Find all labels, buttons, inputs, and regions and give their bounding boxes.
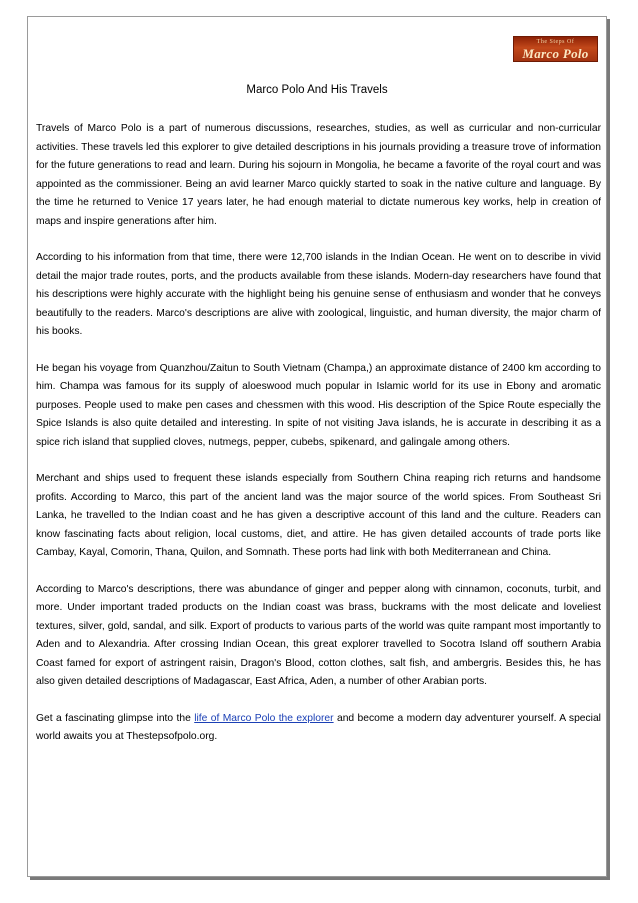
closing-text-after: and become a modern day adventurer yourself. A special world awaits you at Thestepsofpolo.org. [36, 712, 601, 742]
page-title: Marco Polo And His Travels [246, 84, 388, 96]
logo-small-text: The Steps Of [536, 39, 575, 45]
logo-main-text: Marco Polo [522, 46, 589, 61]
paragraph-2: According to his information from that time, there were 12,700 islands in the Indian Ocean. He went on to describe in vivid detail the major trade routes, ports, and the products available from these islands. Modern-day researchers have found that his descriptions were highly accurate with the highlight being his genuine sense of enthusiasm and wonder that he conveys beautifully to the readers. Marco's descriptions are alive with zoological, linguistic, and human diversity, the major charm of his books. [36, 252, 601, 337]
closing-paragraph [36, 710, 601, 747]
paragraph-4: Merchant and ships used to frequent these islands especially from Southern China reaping rich returns and handsome profits. According to Marco, this part of the ancient land was the major source of the world spices. From Southeast Sri Lanka, he travelled to the Indian coast and he has given a descriptive account of this land and the culture. Readers can know fascinating facts about religion, local customs, diet, and attire. He has given detailed accounts of trade ports like Cambay, Kayal, Comorin, Thana, Quilon, and Somnath. These ports had link with both Mediterranean and China. [36, 473, 601, 558]
marco-polo-logo [513, 36, 598, 62]
paragraph-5: According to Marco's descriptions, there was abundance of ginger and pepper along with cinnamon, coconuts, turbit, and more. Under important traded products on the Indian coast was brass, buckrams with the most delicate and loveliest textures, silver, gold, sandal, and silk. Export of products to various parts of the world was quite rampant most importantly to Aden and to Alexandria. After crossing Indian Ocean, this great explorer travelled to Socotra Island off southern Arabia Coast famed for export of astringent raisin, Dragon's Blood, cotton clothes, salt fish, and ambergris. Besides this, he has also given detailed descriptions of Madagascar, East Africa, Aden, a number of other Arabian ports. [36, 583, 601, 687]
marco-polo-life-link[interactable]: life of Marco Polo the explorer [194, 712, 334, 724]
paragraph-3: He began his voyage from Quanzhou/Zaitun to South Vietnam (Champa,) an approximate distance of 2400 km according to him. Champa was famous for its supply of aloeswood much popular in Islamic world for its use in Ebony and aromatic purposes. People used to make pen cases and chessmen with this wood. His description of the Spice Route especially the Spice Islands is also quite detailed and interesting. In spite of not visiting Java islands, he is accurate in describing it as a spice rich island that supplied cloves, nutmegs, pepper, cubebs, spikenard, and galingale among others. [36, 362, 601, 448]
closing-text-before: Get a fascinating glimpse into the [36, 712, 195, 724]
article-body [36, 120, 601, 765]
paragraph-1: Travels of Marco Polo is a part of numerous discussions, researches, studies, as well as curricular and non-curricular activities. These travels led this explorer to give detailed descriptions in his journals providing a treasure trove of information for the future generations to read and learn. During his sojourn in Mongolia, he became a favorite of the royal court and was appointed as the commissioner. Being an avid learner Marco quickly started to soak in the native culture and language. By the time he returned to Venice 17 years later, he had enough material to dictate numerous key works, help in creation of maps and inspire generations after him. [36, 123, 601, 227]
